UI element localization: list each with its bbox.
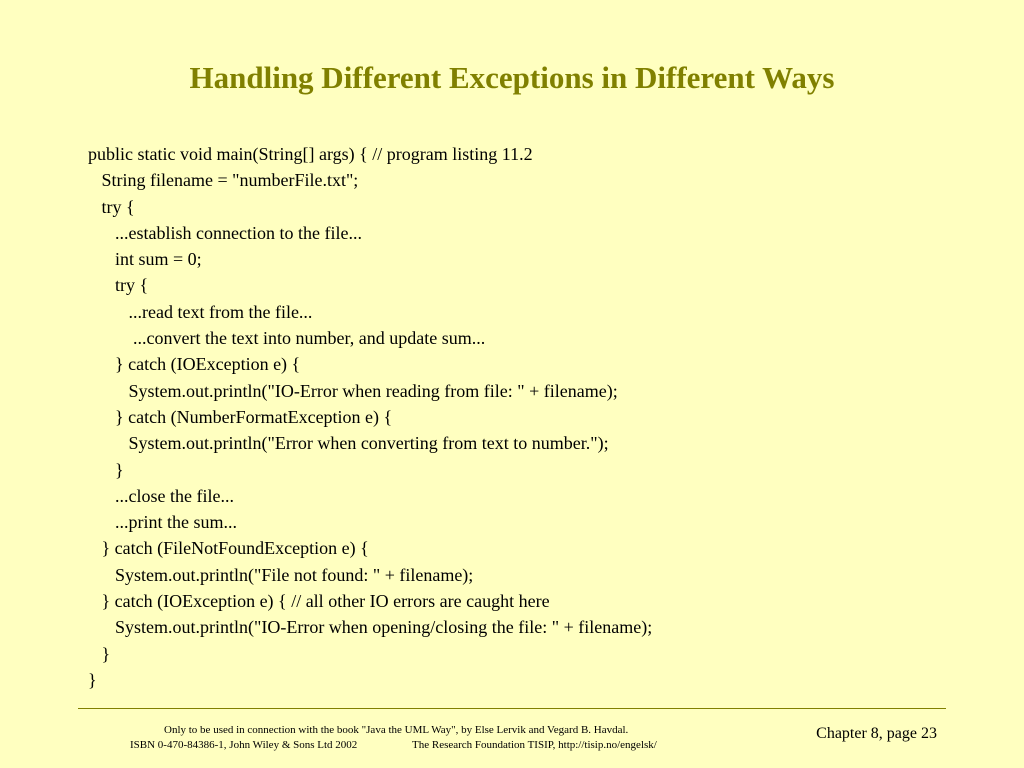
code-line: System.out.println("File not found: " + filename);	[88, 564, 474, 585]
code-line: } catch (NumberFormatException e) {	[88, 406, 393, 427]
code-line: } catch (IOException e) { // all other IO errors are caught here	[88, 591, 550, 612]
code-line: }	[88, 643, 111, 664]
footer-foundation: The Research Foundation TISIP, http://tisip.no/engelsk/	[412, 739, 657, 751]
code-line: } catch (FileNotFoundException e) {	[88, 538, 369, 559]
code-line: ...close the file...	[88, 485, 234, 506]
code-line: try {	[88, 196, 135, 217]
code-line: }	[88, 669, 97, 690]
slide-title: Handling Different Exceptions in Different Ways	[189, 60, 835, 95]
code-line: System.out.println("IO-Error when reading from file: " + filename);	[88, 380, 618, 401]
footer-isbn: ISBN 0-470-84386-1, John Wiley & Sons Ltd 2002	[130, 739, 358, 751]
footer-credits	[130, 723, 690, 753]
code-line: String filename = "numberFile.txt";	[88, 170, 359, 191]
footer-divider	[78, 708, 946, 709]
code-line: ...convert the text into number, and update sum...	[88, 328, 486, 349]
code-line: int sum = 0;	[88, 249, 202, 270]
code-listing	[88, 141, 988, 693]
code-line: try {	[88, 275, 149, 296]
footer-notice: Only to be used in connection with the book "Java the UML Way", by Else Lervik and Vegard B. Havdal.	[164, 724, 629, 736]
code-line: ...read text from the file...	[88, 301, 313, 322]
code-line: public static void main(String[] args) { // program listing 11.2	[88, 144, 533, 164]
code-line: }	[88, 459, 124, 480]
code-line: } catch (IOException e) {	[88, 354, 301, 375]
footer-publication-line	[130, 738, 690, 753]
code-line: System.out.println("Error when converting from text to number.");	[88, 433, 609, 454]
code-line: ...print the sum...	[88, 512, 237, 533]
code-line: ...establish connection to the file...	[88, 222, 362, 243]
code-line: System.out.println("IO-Error when opening/closing the file: " + filename);	[88, 617, 653, 638]
page-number: Chapter 8, page 23	[816, 725, 937, 742]
